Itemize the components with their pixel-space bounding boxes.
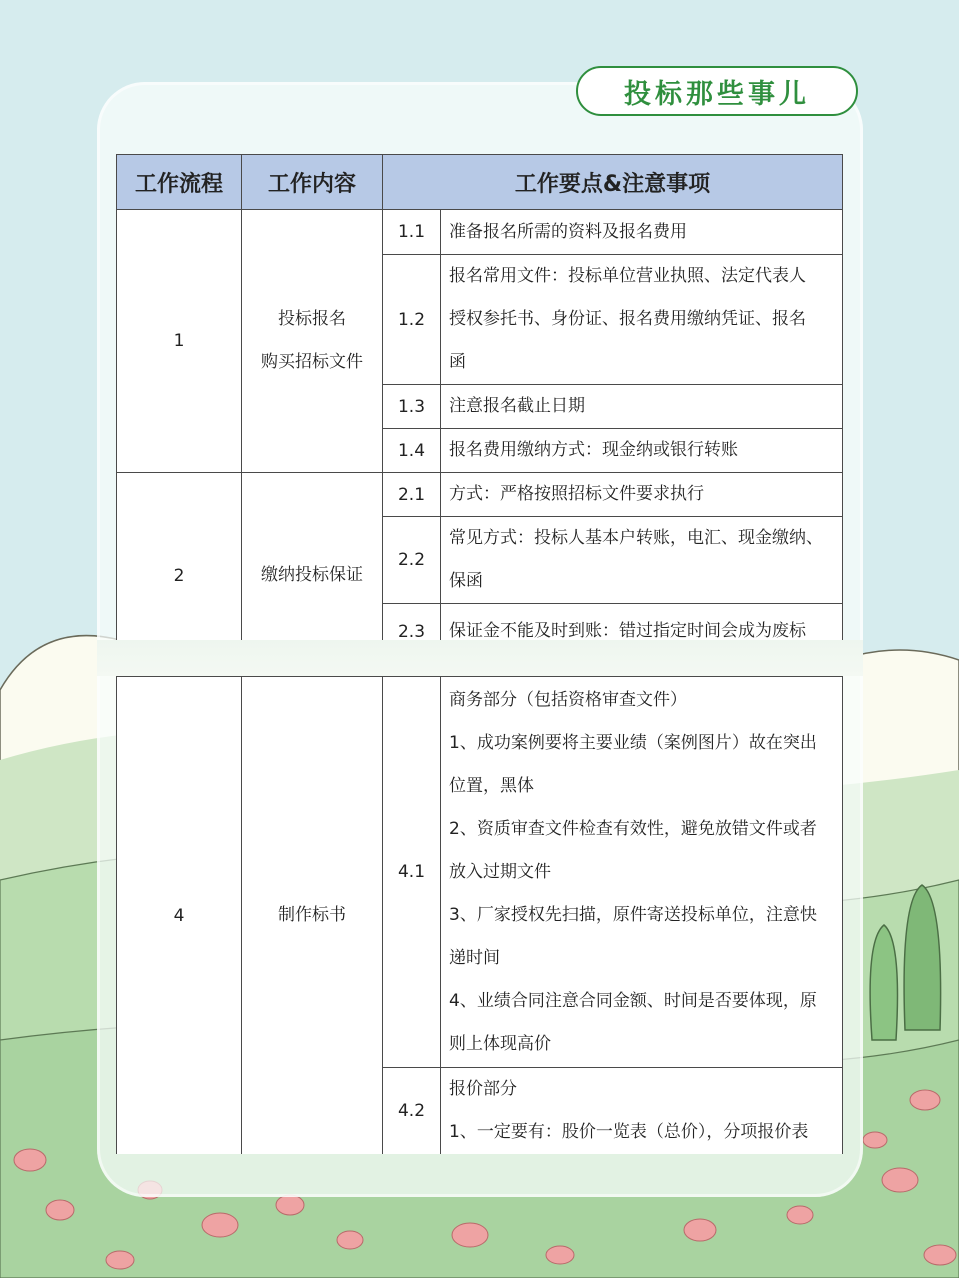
- item-text: 报名常用文件：投标单位营业执照、法定代表人 授权参托书、身份证、报名费用缴纳凭证、报名 函: [441, 255, 843, 385]
- item-number: 1.3: [383, 385, 441, 429]
- item-number: 2.3: [383, 604, 441, 641]
- step-content: 制作标书: [242, 677, 383, 1155]
- table-lower-clip: [0, 676, 959, 1154]
- header-notes: 工作要点&注意事项: [383, 155, 843, 210]
- item-number: 1.1: [383, 210, 441, 255]
- item-number: 2.2: [383, 517, 441, 604]
- table-header-row: [117, 155, 843, 210]
- item-number: 4.1: [383, 677, 441, 1068]
- badge-title: 投标那些事儿: [624, 78, 810, 110]
- item-text: 商务部分（包括资格审查文件） 1、成功案例要将主要业绩（案例图片）故在突出 位置，黑体 2、资质审查文件检查有效性，避免放错文件或者 放入过期文件 3、厂家授权先扫描，原件寄送投标单位，注意快 递时间 4、业绩合同注意合同金额、时间是否要体现，原 则上体现高价: [441, 677, 843, 1068]
- step-content: 投标报名 购买招标文件: [242, 210, 383, 473]
- item-number: 4.2: [383, 1068, 441, 1155]
- cloud-gap: [97, 640, 863, 676]
- table-row: [117, 677, 843, 1068]
- item-text: 常见方式：投标人基本户转账，电汇、现金缴纳、 保函: [441, 517, 843, 604]
- step-content: 缴纳投标保证: [242, 473, 383, 641]
- item-number: 2.1: [383, 473, 441, 517]
- header-process: 工作流程: [117, 155, 242, 210]
- header-content: 工作内容: [242, 155, 383, 210]
- item-text: 注意报名截止日期: [441, 385, 843, 429]
- table-row: [117, 210, 843, 255]
- item-text: 报价部分 1、一定要有：股价一览表（总价），分项报价表: [441, 1068, 843, 1155]
- item-text: 方式：严格按照招标文件要求执行: [441, 473, 843, 517]
- item-text: 保证金不能及时到账：错过指定时间会成为废标: [441, 604, 843, 641]
- item-text: 准备报名所需的资料及报名费用: [441, 210, 843, 255]
- item-number: 1.4: [383, 429, 441, 473]
- step-number: 2: [117, 473, 242, 641]
- step-number: 1: [117, 210, 242, 473]
- item-text: 报名费用缴纳方式：现金纳或银行转账: [441, 429, 843, 473]
- process-table-lower: [116, 676, 843, 1154]
- process-table-upper: [116, 154, 843, 640]
- item-number: 1.2: [383, 255, 441, 385]
- step-number: 4: [117, 677, 242, 1155]
- table-row: [117, 473, 843, 517]
